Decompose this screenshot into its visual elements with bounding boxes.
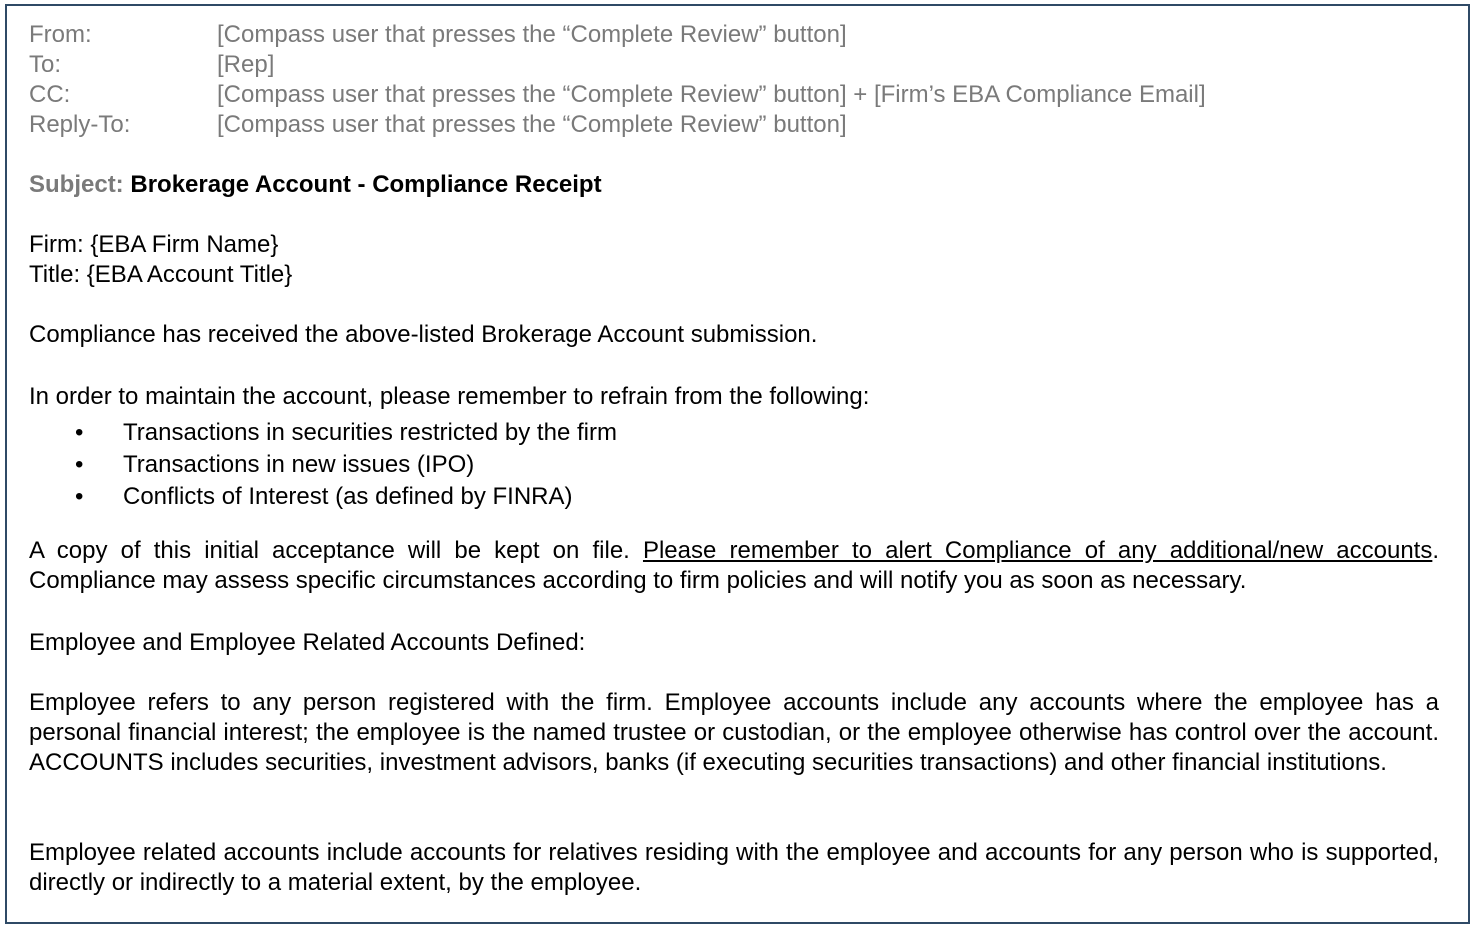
list-item: • Conflicts of Interest (as defined by FINRA) [29, 481, 617, 513]
firm-line: Firm: {EBA Firm Name} [29, 231, 279, 258]
to-value: [Rep] [217, 51, 275, 78]
header-reply-to-row [29, 110, 847, 140]
defined-heading: Employee and Employee Related Accounts Defined: [29, 629, 586, 656]
list-item: • Transactions in new issues (IPO) [29, 449, 617, 481]
maintain-intro: In order to maintain the account, please remember to refrain from the following: [29, 383, 870, 410]
to-label: To: [29, 51, 62, 78]
refrain-list [29, 417, 617, 513]
email-template-frame [5, 4, 1470, 924]
list-item: • Transactions in securities restricted by the firm [29, 417, 617, 449]
copy-paragraph [29, 536, 1439, 596]
related-paragraph: Employee related accounts include accounts for relatives residing with the employee and accounts for any person who is supported, directly or indirectly to a material extent, by the employee. [29, 839, 1439, 896]
title-line: Title: {EBA Account Title} [29, 261, 293, 288]
subject-row [29, 170, 602, 200]
from-value: [Compass user that presses the “Complete Review” button] [217, 21, 847, 48]
received-line: Compliance has received the above-listed Brokerage Account submission. [29, 321, 818, 348]
subject-text: Brokerage Account - Compliance Receipt [130, 171, 602, 198]
header-cc-row [29, 80, 1206, 110]
copy-paragraph-end: . Compliance may assess specific circumstances according to firm policies and will notify you as soon as necessary. [29, 537, 1440, 594]
cc-label: CC: [29, 81, 71, 108]
cc-value: [Compass user that presses the “Complete Review” button] + [Firm’s EBA Compliance Email] [217, 81, 1206, 108]
copy-paragraph-start: A copy of this initial acceptance will be kept on file. [29, 537, 643, 564]
from-label: From: [29, 21, 92, 48]
employee-paragraph: Employee refers to any person registered with the firm. Employee accounts include any accounts where the employee has a personal financial interest; the employee is the named trustee or custodian, or the employee otherwise has control over the account. ACCOUNTS includes securities, investment advisors, banks (if executing securities transactions) and other financial institutions. [29, 689, 1439, 776]
reply-to-value: [Compass user that presses the “Complete Review” button] [217, 111, 847, 138]
header-from-row [29, 20, 847, 50]
subject-label: Subject: [29, 171, 124, 198]
alert-compliance-note: Please remember to alert Compliance of any additional/new accounts [642, 537, 1433, 564]
reply-to-label: Reply-To: [29, 111, 131, 138]
header-to-row [29, 50, 274, 80]
